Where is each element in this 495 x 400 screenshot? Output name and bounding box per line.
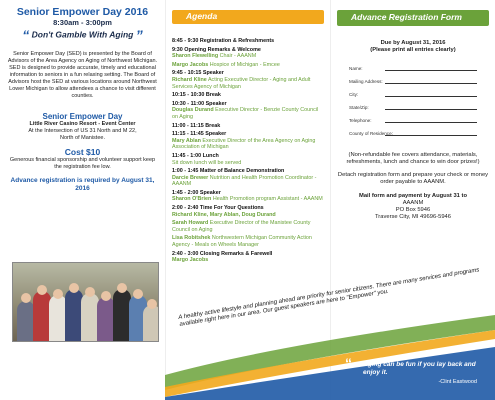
form-field-line[interactable] <box>385 96 477 97</box>
agenda-speaker: Richard Kline <box>172 76 207 83</box>
venue-address-2: North of Manistee. <box>60 135 105 141</box>
form-field[interactable] <box>337 60 489 73</box>
agenda-speaker: Darcie Brewer <box>172 174 209 181</box>
agenda-detail: Nutrition and Health Promotion Coordinator - AAANM <box>172 174 317 188</box>
fee-note: (Non-refundable fee covers attendance, materials, refreshments, lunch and chance to win door prizes!) <box>346 152 480 165</box>
agenda-speaker: Margo Jacobs <box>172 257 209 264</box>
quote-close-icon: ” <box>135 27 143 43</box>
form-field-label: County of Residence: <box>349 131 393 136</box>
agenda-title: Time For Your Questions <box>199 205 264 212</box>
form-field-label: City: <box>349 92 359 97</box>
form-field-line[interactable] <box>385 109 477 110</box>
registration-header <box>337 10 489 26</box>
quote-mark-icon: “ <box>345 355 352 371</box>
due-date: Due by August 31, 2016 <box>380 40 446 46</box>
event-time: 8:30am - 3:00pm <box>53 18 112 27</box>
agenda-time: 11:00 - 11:15 <box>172 122 204 129</box>
form-field[interactable] <box>337 73 489 86</box>
form-field-line[interactable] <box>385 70 477 71</box>
agenda-item <box>172 251 324 264</box>
agenda-item <box>172 92 324 99</box>
agenda-title: Matter of Balance Demonstration <box>199 168 285 175</box>
form-field-label: Telephone: <box>349 118 372 123</box>
form-field-line[interactable] <box>385 122 477 123</box>
mail-box: PO Box 5946 <box>395 207 431 213</box>
agenda-item <box>172 70 324 90</box>
agenda-item <box>172 131 324 151</box>
event-title: Senior Empower Day 2016 <box>16 6 149 18</box>
agenda-speaker: Sharon O'Brien <box>172 196 212 203</box>
cost-title: Cost $10 <box>64 147 101 157</box>
agenda-speaker: Margo Jacobs <box>172 61 209 68</box>
quote-box <box>345 353 485 389</box>
mail-org: AAANM <box>402 200 424 206</box>
form-fields <box>337 60 489 138</box>
quote-open-icon: “ <box>22 27 30 43</box>
venue-address-1: At the Intersection of US 31 North and M 22, <box>28 128 137 134</box>
agenda-item <box>172 190 324 203</box>
agenda-speaker: Richard Kline, Mary Ablan, Doug Durand <box>172 211 276 218</box>
form-field[interactable] <box>337 99 489 112</box>
agenda-time: 9:30 <box>172 46 183 53</box>
venue-title: Senior Empower Day <box>42 112 123 121</box>
agenda-title: Speaker <box>205 131 227 138</box>
agenda-title: Lunch <box>202 152 219 159</box>
agenda-item <box>172 235 324 248</box>
form-field-line[interactable] <box>385 83 477 84</box>
form-field-label: Mailing Address: <box>349 79 383 84</box>
agenda-header <box>172 10 324 24</box>
agenda-detail: Chair - AAANM <box>219 53 257 60</box>
print-note: (Please print all entries clearly) <box>370 47 456 53</box>
agenda-time: 11:45 - 1:00 <box>172 152 202 159</box>
agenda-time: 9:45 - 10:15 <box>172 70 202 77</box>
agenda-time: 10:15 - 10:30 <box>172 92 205 99</box>
agenda-time: 11:15 - 11:45 <box>172 131 204 138</box>
agenda-item <box>172 38 324 45</box>
agenda-title: Break <box>205 122 221 129</box>
agenda-title: Speaker <box>205 100 227 107</box>
quote-text: Aging can be fun if you lay back and enjoy it. <box>363 361 476 376</box>
agenda-detail: Executive Director of the Manistee County Council on Aging <box>172 220 311 233</box>
agenda-title: Speaker <box>202 70 224 77</box>
tagline-text: Don't Gamble With Aging <box>31 29 134 40</box>
registration-header-label: Advance Registration Form <box>351 12 462 22</box>
form-field-label: Name: <box>349 66 363 71</box>
agenda-time: 8:45 - 9:30 <box>172 38 199 44</box>
form-field[interactable] <box>337 112 489 125</box>
agenda-detail: Acting Executive Director - Aging and Adult Services Agency of Michigan <box>172 76 311 90</box>
agenda-time: 1:45 - 2:00 <box>172 189 199 196</box>
agenda-title: Break <box>205 92 221 99</box>
form-field[interactable] <box>337 125 489 138</box>
agenda-title: Opening Remarks & Welcome <box>184 46 261 53</box>
form-field[interactable] <box>337 86 489 99</box>
agenda-item <box>172 168 324 188</box>
agenda-speaker: Sharon Flewelling <box>172 53 219 60</box>
detach-note: Detach registration form and prepare your check or money order payable to AAANM. <box>337 172 489 185</box>
agenda-detail: Northwestern Michigan Community Action Agency - Meals on Wheels Manager <box>172 235 312 249</box>
mail-title: Mail form and payment by August 31 to <box>358 193 467 199</box>
agenda-speaker: Mary Ablan <box>172 137 201 144</box>
venue-name: Little River Casino Resort - Event Center <box>29 121 136 127</box>
agenda-title: Speaker <box>199 189 221 196</box>
cost-text: Generous financial sponsorship and volunteer support keep the registration fee low. <box>9 157 156 170</box>
event-tagline <box>6 27 159 43</box>
agenda-detail: Sit down lunch will be served <box>172 159 242 166</box>
agenda-detail: Executive Director of the Area Agency on Aging Association of Michigan <box>172 137 316 151</box>
agenda-detail: Hospice of Michigan - Emcee <box>209 61 280 68</box>
agenda-time: 10:30 - 11:00 <box>172 100 205 107</box>
agenda-time: 2:00 - 2:40 <box>172 205 199 212</box>
agenda-item <box>172 123 324 130</box>
agenda-speaker: Douglas Durand <box>172 107 214 114</box>
advance-registration-note: Advance registration is required by August 31, 2016 <box>10 177 155 192</box>
form-field-label: State/Zip: <box>349 105 369 110</box>
agenda-item <box>172 220 324 233</box>
agenda-item <box>172 62 324 69</box>
agenda-title: Registration & Refreshments <box>199 38 275 44</box>
agenda-item <box>172 101 324 121</box>
agenda-list <box>172 38 324 264</box>
agenda-item <box>172 47 324 60</box>
agenda-item <box>172 205 324 218</box>
group-photo <box>12 262 159 342</box>
agenda-header-label: Agenda <box>186 11 218 21</box>
agenda-speaker: Sarah Howard <box>172 220 209 227</box>
agenda-speaker: Lisa Robitshek <box>172 235 211 242</box>
agenda-detail: Executive Director - Benzie County Council on Aging <box>172 107 319 120</box>
slogan-text: A healthy active lifestyle and planning ahead are priority for senior citizens. There are many services and programs available right here in our area. Our guest speakers are here to "Empower" you. <box>178 267 480 328</box>
mail-city: Traverse City, MI 49696-5946 <box>374 214 452 220</box>
event-description: Senior Empower Day (SED) is presented by the Board of Advisors of the Area Agency on Aging of Northwest Michigan. SED is designed to provide accurate, timely and educational information to seniors in a fun relaxing setting. The Board of Advisors host the SED at various locations around Northwest Lower Michigan to allow attendees a chance to visit different counties. <box>7 51 158 99</box>
agenda-detail: Health Promotion program Assistant - AAANM <box>212 196 323 203</box>
agenda-title: Closing Remarks & Farewell <box>199 250 273 257</box>
agenda-time: 2:40 - 3:00 <box>172 250 199 257</box>
quote-author: -Clint Eastwood <box>438 379 477 385</box>
agenda-item <box>172 153 324 166</box>
agenda-time: 1:00 - 1:45 <box>172 168 199 175</box>
form-field-line[interactable] <box>385 135 477 136</box>
